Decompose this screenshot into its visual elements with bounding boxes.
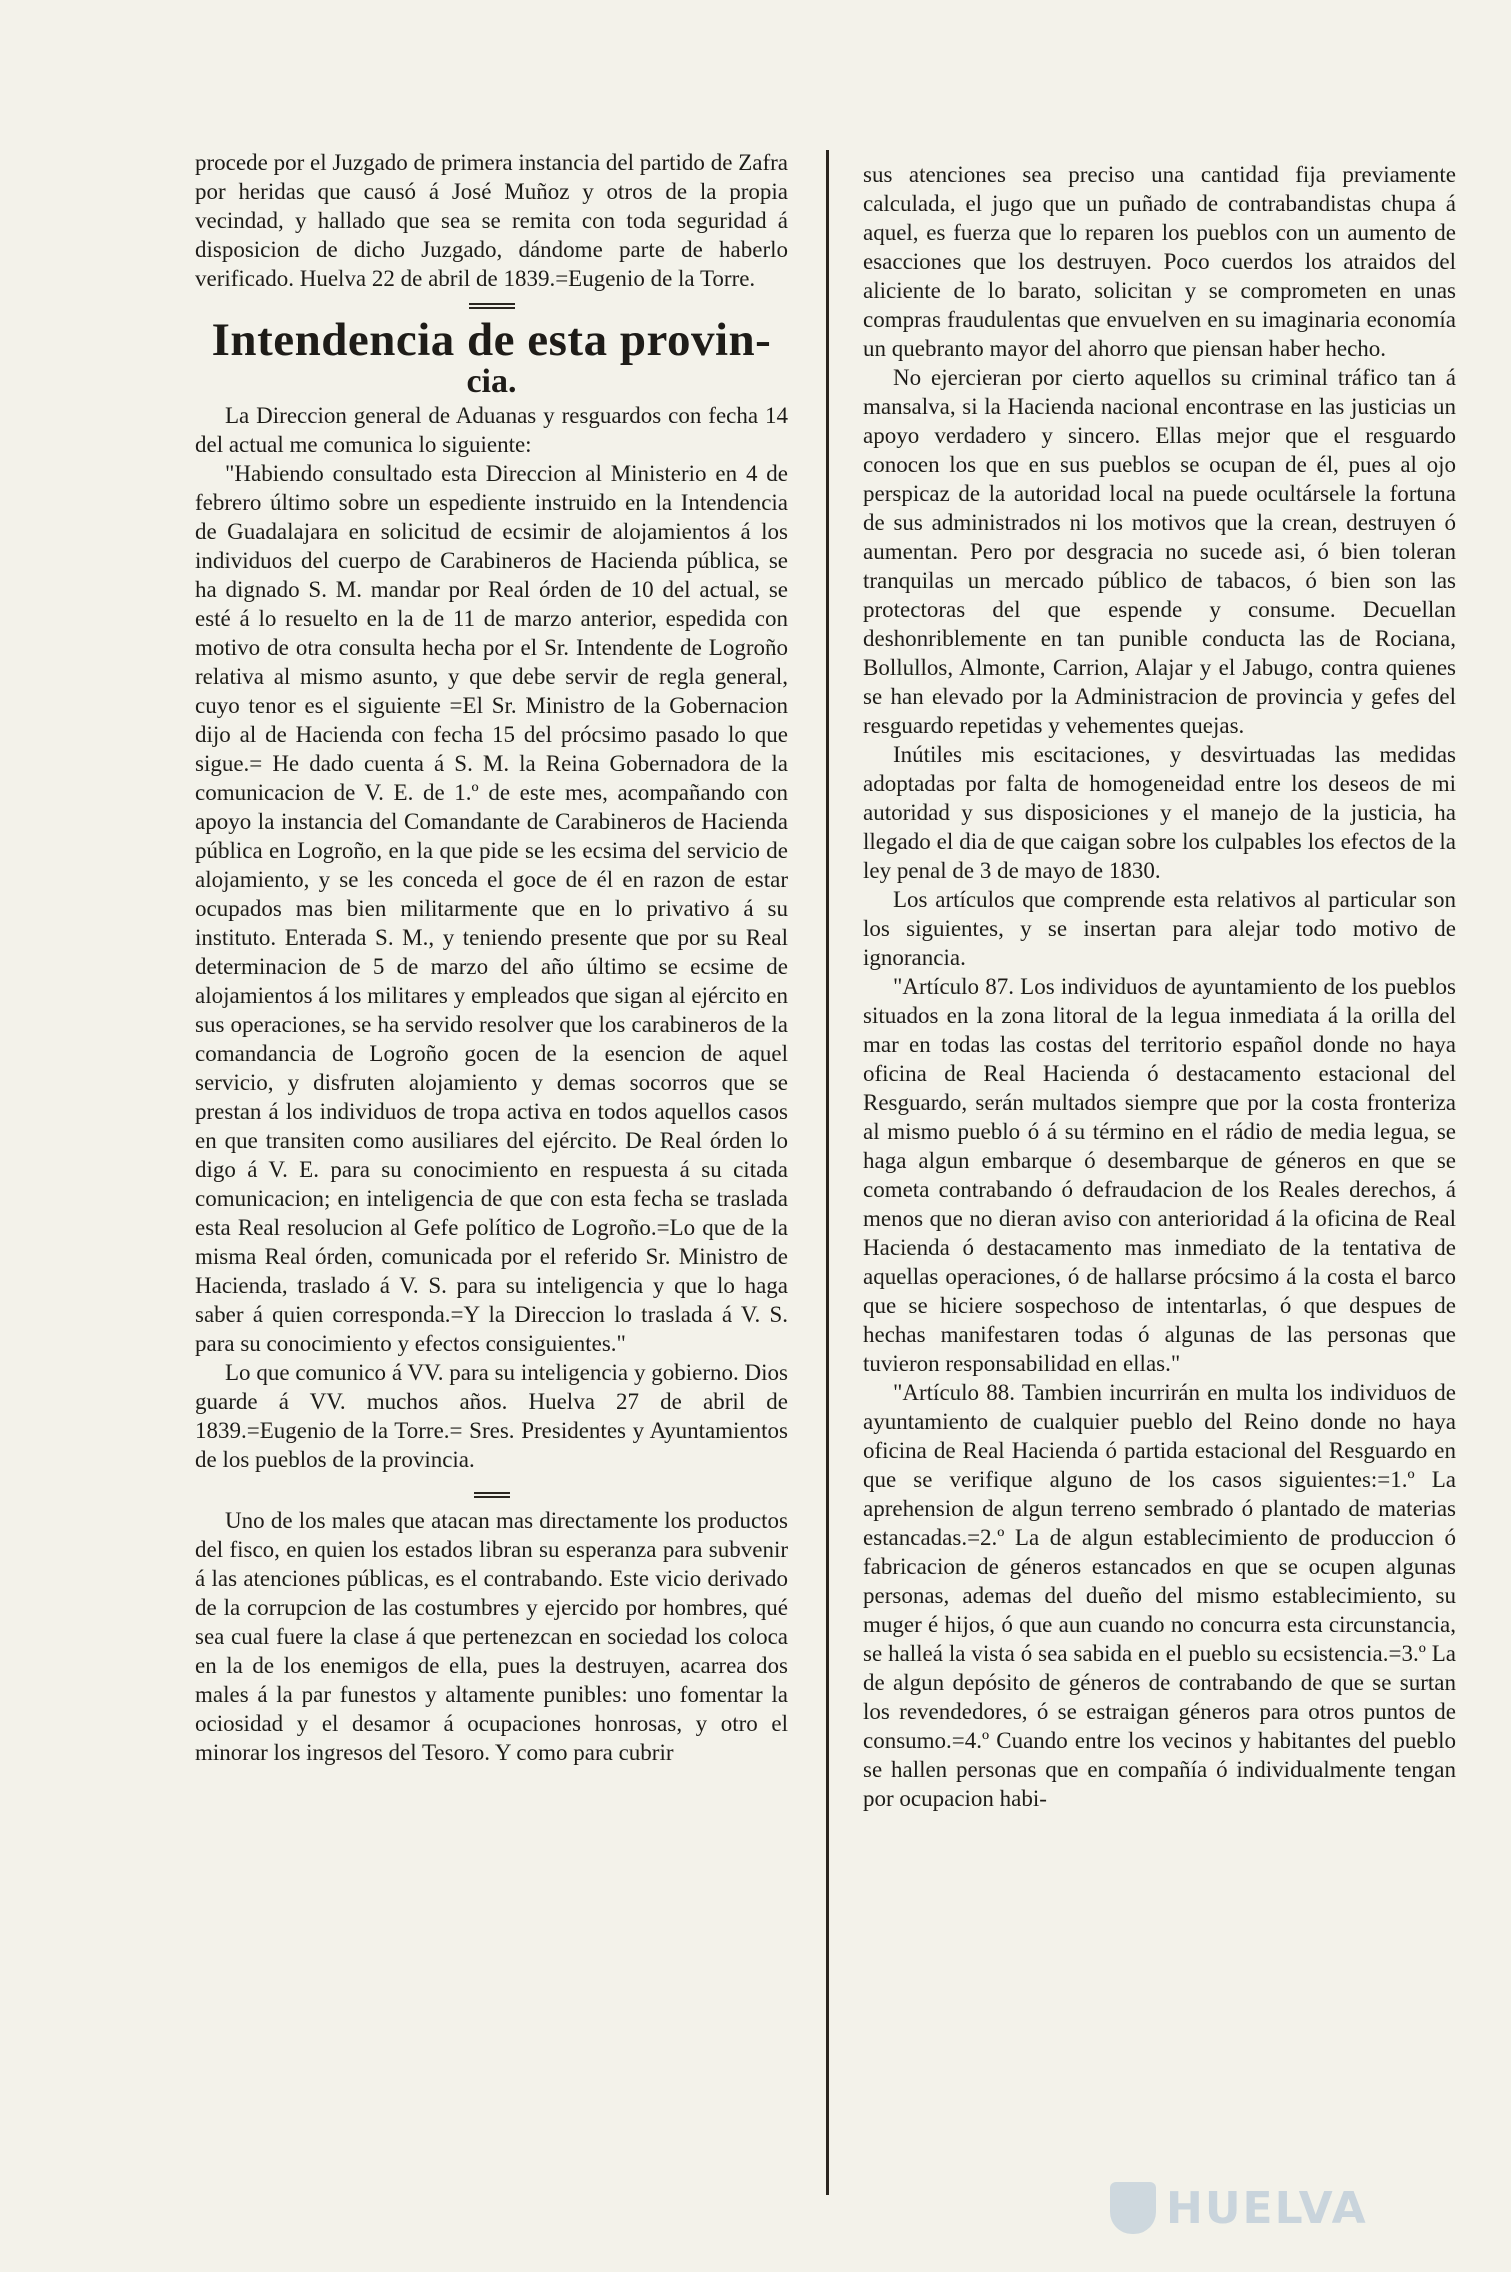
paragraph-articulo-88: "Artículo 88. Tambien incurrirán en multa los individuos de ayuntamiento de cualquier pueblo del Reino donde no haya oficina de Real Hacienda ó partida estacional del Resguardo en que se verifique alguno de los casos siguientes:=1.º La aprehension de algun terreno sembrado ó plantado de materias estancadas.=2.º La de algun establecimiento de produccion ó fabricacion de géneros estancados en que se ocupen algunas personas, ademas del dueño del mismo establecimiento, su muger é hijos, ó que aun cuando no concurra esta circunstancia, se halleá la vista ó sea sabida en el pueblo su ecsistencia.=3.º La de algun depósito de géneros de contrabando de que se surtan los revendedores, ó se estraigan géneros para otros puntos de consumo.=4.º Cuando entre los vecinos y habitantes del pueblo se hallen personas que en compañía ó individualmente tengan por ocupacion habi-	[863, 1380, 1456, 1811]
section-headline: Intendencia de esta provin-	[211, 314, 772, 366]
paragraph-trafico: No ejercieran por cierto aquellos su criminal tráfico tan á mansalva, si la Hacienda nacional encontrase en las justicias un apoyo verdadero y sincero. Ellas mejor que el resguardo conocen los que en sus pueblos se ocupan de él, pues al ojo perspicaz de la autoridad local na puede ocultársele la fortuna de sus administrados ni los motivos que la crean, destruyen ó aumentan. Pero por desgracia no sucede asi, ó bien toleran tranquilas un mercado público de tabacos, ó bien son las protectoras del que espende y consume. Decuellan deshonriblemente en tan punible conducta las de Rociana, Bollullos, Almonte, Carrion, Alajar y el Jabugo, contra quienes se han elevado por la Administracion de provincia y gefes del resguardo repetidas y vehementes quejas.	[863, 365, 1456, 738]
section-separator	[469, 303, 515, 309]
paragraph-zafra-notice: procede por el Juzgado de primera instancia del partido de Zafra por heridas que causó á José Muñoz y otros de la propia vecindad, y hallado que sea se remita con toda seguridad á disposicion de dicho Juzgado, dándome parte de haberlo verificado. Huelva 22 de abril de 1839.=Eugenio de la Torre.	[195, 150, 788, 291]
paragraph-atenciones: sus atenciones sea preciso una cantidad fija previamente calculada, el jugo que un puñado de contrabandistas chupa á aquel, es fuerza que lo reparen los pueblos con un aumento de esacciones que los destruyen. Poco cuerdos los atraidos del aliciente de lo barato, solicitan y se comprometen en unas compras fraudulentas que envuelven en su imaginaria economía un quebranto mayor del ahorro que piensan haber hecho.	[863, 162, 1456, 361]
paragraph-real-orden: "Habiendo consultado esta Direccion al Ministerio en 4 de febrero último sobre un espediente instruido en la Intendencia de Guadalajara en solicitud de ecsimir de alojamientos á los individuos del cuerpo de Carabineros de Hacienda pública, se ha dignado S. M. mandar por Real órden de 10 del actual, se esté á lo resuelto en la de 11 de marzo anterior, espedida con motivo de otra consulta hecha por el Sr. Intendente de Logroño relativa al mismo asunto, y que debe servir de regla general, cuyo tenor es el siguiente =El Sr. Ministro de la Gobernacion dijo al de Hacienda con fecha 15 del prócsimo pasado lo que sigue.= He dado cuenta á S. M. la Reina Gobernadora de la comunicacion de V. E. de 1.º de este mes, acompañando con apoyo la instancia del Comandante de Carabineros de Hacienda pública en Logroño, en la que pide se les ecsima del servicio de alojamiento, y se les conceda el goce de él en razon de estar ocupados mas bien militarmente que en lo privativo á su instituto. Enterada S. M., y teniendo presente que por su Real determinacion de 5 de marzo del año último se ecsime de alojamientos á los militares y empleados que sigan al ejército en sus operaciones, se ha servido resolver que los carabineros de la comandancia de Logroño gocen de la esencion de aquel servicio, y disfruten alojamiento y demas socorros que se prestan á los individuos de tropa activa en todos aquellos casos en que transiten como ausiliares del ejército. De Real órden lo digo á V. E. para su conocimiento en respuesta á su citada comunicacion; en inteligencia de que con esta fecha se traslada esta Real resolucion al Gefe político de Logroño.=Lo que de la misma Real órden, comunicada por el referido Sr. Ministro de Hacienda, traslado á V. S. para su inteligencia y que lo haga saber á quien corresponda.=Y la Direccion lo traslada á V. S. para su conocimiento y efectos consiguientes."	[195, 461, 788, 1356]
paragraph-contrabando: Uno de los males que atacan mas directamente los productos del fisco, en quien los estados libran su esperanza para subvenir á las atenciones públicas, es el contrabando. Este vicio derivado de la corrupcion de las costumbres y ejercido por hombres, qué sea cual fuere la clase á que pertenezcan en sociedad los coloca en la de los enemigos de ella, pues la destruyen, acarrea dos males á la par funestos y altamente punibles: uno fomentar la ociosidad y el desamor á ocupaciones honrosas, y otro el minorar los ingresos del Tesoro. Y como para cubrir	[195, 1508, 788, 1765]
archive-watermark	[1110, 2178, 1450, 2238]
paragraph-direccion-intro: La Direccion general de Aduanas y resguardos con fecha 14 del actual me comunica lo siguiente:	[195, 403, 788, 457]
paragraph-comunico: Lo que comunico á VV. para su inteligencia y gobierno. Dios guarde á VV. muchos años. Huelva 27 de abril de 1839.=Eugenio de la Torre.= Sres. Presidentes y Ayuntamientos de los pueblos de la provincia.	[195, 1360, 788, 1472]
column-rule	[826, 150, 829, 2195]
paragraph-articulo-87: "Artículo 87. Los individuos de ayuntamiento de los pueblos situados en la zona litoral de la legua inmediata á la orilla del mar en todas las costas del territorio español donde no haya oficina de Real Hacienda ó destacamento estacional del Resguardo, serán multados siempre que por la costa fronteriza al mismo pueblo ó á su término en el rádio de media legua, se haga algun embarque ó desembarque de géneros en que se cometa contrabando ó defraudacion de los Reales derechos, á menos que no dieran aviso con anterioridad á la oficina de Real Hacienda ó destacamento mas inmediato de la tentativa de aquellas operaciones, ó de hallarse prócsimo á la costa el barco que se hiciere sospechoso de intentarlas, ó que despues de hechas manifestaren todas ó algunas de las personas que tuvieron responsabilidad en ellas."	[863, 974, 1456, 1376]
paragraph-articulos-intro: Los artículos que comprende esta relativos al particular son los siguientes, y se insertan para alejar todo motivo de ignorancia.	[863, 887, 1456, 970]
left-column	[195, 148, 788, 2188]
right-column	[863, 160, 1456, 2220]
shield-icon	[1110, 2182, 1156, 2234]
article-separator	[474, 1492, 510, 1498]
watermark-text: HUELVA	[1166, 2182, 1368, 2234]
section-headline-continuation: cia.	[466, 363, 517, 400]
paragraph-escitaciones: Inútiles mis escitaciones, y desvirtuadas las medidas adoptadas por falta de homogeneidad entre los deseos de mi autoridad y sus disposiciones y el manejo de la justicia, ha llegado el dia de que caigan sobre los culpables los efectos de la ley penal de 3 de mayo de 1830.	[863, 742, 1456, 883]
